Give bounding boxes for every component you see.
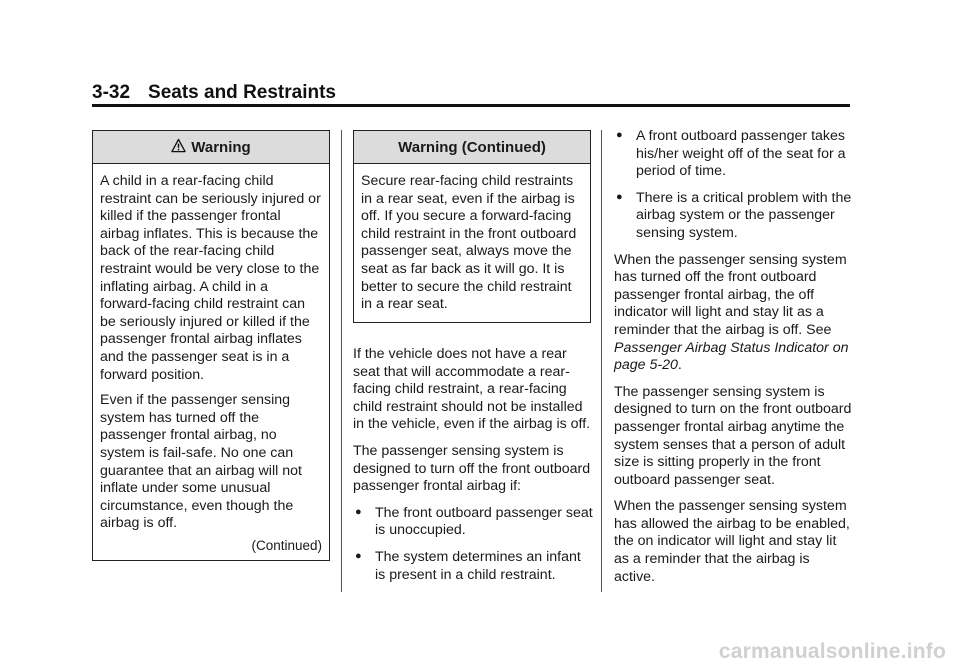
column-2-text	[353, 346, 593, 593]
column-3-text	[614, 128, 854, 595]
body-paragraph: The passenger sensing system is designed to turn off the front outboard passenger frontal airbag if:	[353, 442, 591, 495]
warning-title: Warning	[191, 138, 251, 156]
list-item-text: There is a critical problem with the airbag system or the passenger sensing system.	[636, 189, 852, 241]
page-number: 3-32	[92, 82, 131, 103]
warning-body	[93, 164, 329, 560]
cross-reference: Passenger Airbag Status Indicator on page 5-20	[614, 339, 849, 374]
body-paragraph	[614, 252, 854, 375]
warning-continued-text: Secure rear-facing child restraints in a rear seat, even if the airbag is off. If you secure a forward-facing child restraint in the front outboard passenger seat, always move the seat as far back as it will go. It is better to secure the child restraint in a rear seat.	[361, 173, 577, 313]
list-item	[353, 549, 593, 584]
continued-label: (Continued)	[251, 537, 322, 553]
warning-paragraph: A child in a rear-facing child restraint can be seriously injured or killed if the passenger frontal airbag inflates. This is because the back of the rear-facing child restraint would be very close to the inflating airbag. A child in a forward-facing child restraint can be seriously injured or killed if the passenger frontal airbag inflates and the passenger seat is in a forward position.	[100, 173, 321, 383]
warning-continued-box	[353, 130, 591, 323]
page-header	[92, 82, 336, 104]
warning-continued-header	[354, 131, 590, 164]
watermark: carmanualsonline.info	[718, 640, 946, 663]
bullet-list	[614, 128, 854, 243]
body-paragraph: When the passenger sensing system has allowed the airbag to be enabled, the on indicator will light and stay lit as a reminder that the airbag is active.	[614, 498, 850, 585]
warning-box	[92, 130, 330, 561]
body-text: .	[677, 357, 682, 374]
bullet-icon: ●	[616, 190, 623, 203]
body-paragraph: If the vehicle does not have a rear seat that will accommodate a rear-facing child restraint, a rear-facing child restraint should not be installed in the vehicle, even if the airbag is off.	[353, 346, 591, 433]
list-item	[614, 128, 854, 181]
bullet-list	[353, 505, 593, 584]
warning-paragraph: Even if the passenger sensing system has turned off the passenger frontal airbag, no system is fail-safe. No one can guarantee that an airbag will not inflate under some unusual circumstance, even though the airbag is off.	[100, 392, 302, 532]
bullet-icon: ●	[355, 549, 362, 562]
warning-header	[93, 131, 329, 164]
column-divider-1	[341, 130, 342, 592]
header-rule	[92, 104, 850, 107]
list-item-text: A front outboard passenger takes his/her weight off of the seat for a period of time.	[636, 128, 846, 180]
column-divider-2	[601, 130, 602, 592]
body-text: When the passenger sensing system has turned off the front outboard passenger frontal airbag, the off indicator will light and stay lit as a reminder that the airbag is off. See	[614, 251, 847, 338]
list-item-text: The system determines an infant is present in a child restraint.	[375, 548, 581, 583]
bullet-icon: ●	[355, 505, 362, 518]
list-item-text: The front outboard passenger seat is unoccupied.	[375, 504, 593, 539]
warning-continued-body	[354, 164, 590, 322]
list-item	[614, 190, 854, 243]
warning-triangle-icon	[171, 138, 186, 153]
body-paragraph: The passenger sensing system is designed to turn on the front outboard passenger frontal airbag anytime the system senses that a person of adult size is sitting properly in the front outboard passenger seat.	[614, 383, 852, 488]
warning-continued-title: Warning (Continued)	[398, 138, 546, 156]
list-item	[353, 505, 593, 540]
bullet-icon: ●	[616, 129, 623, 141]
section-title: Seats and Restraints	[148, 82, 336, 103]
